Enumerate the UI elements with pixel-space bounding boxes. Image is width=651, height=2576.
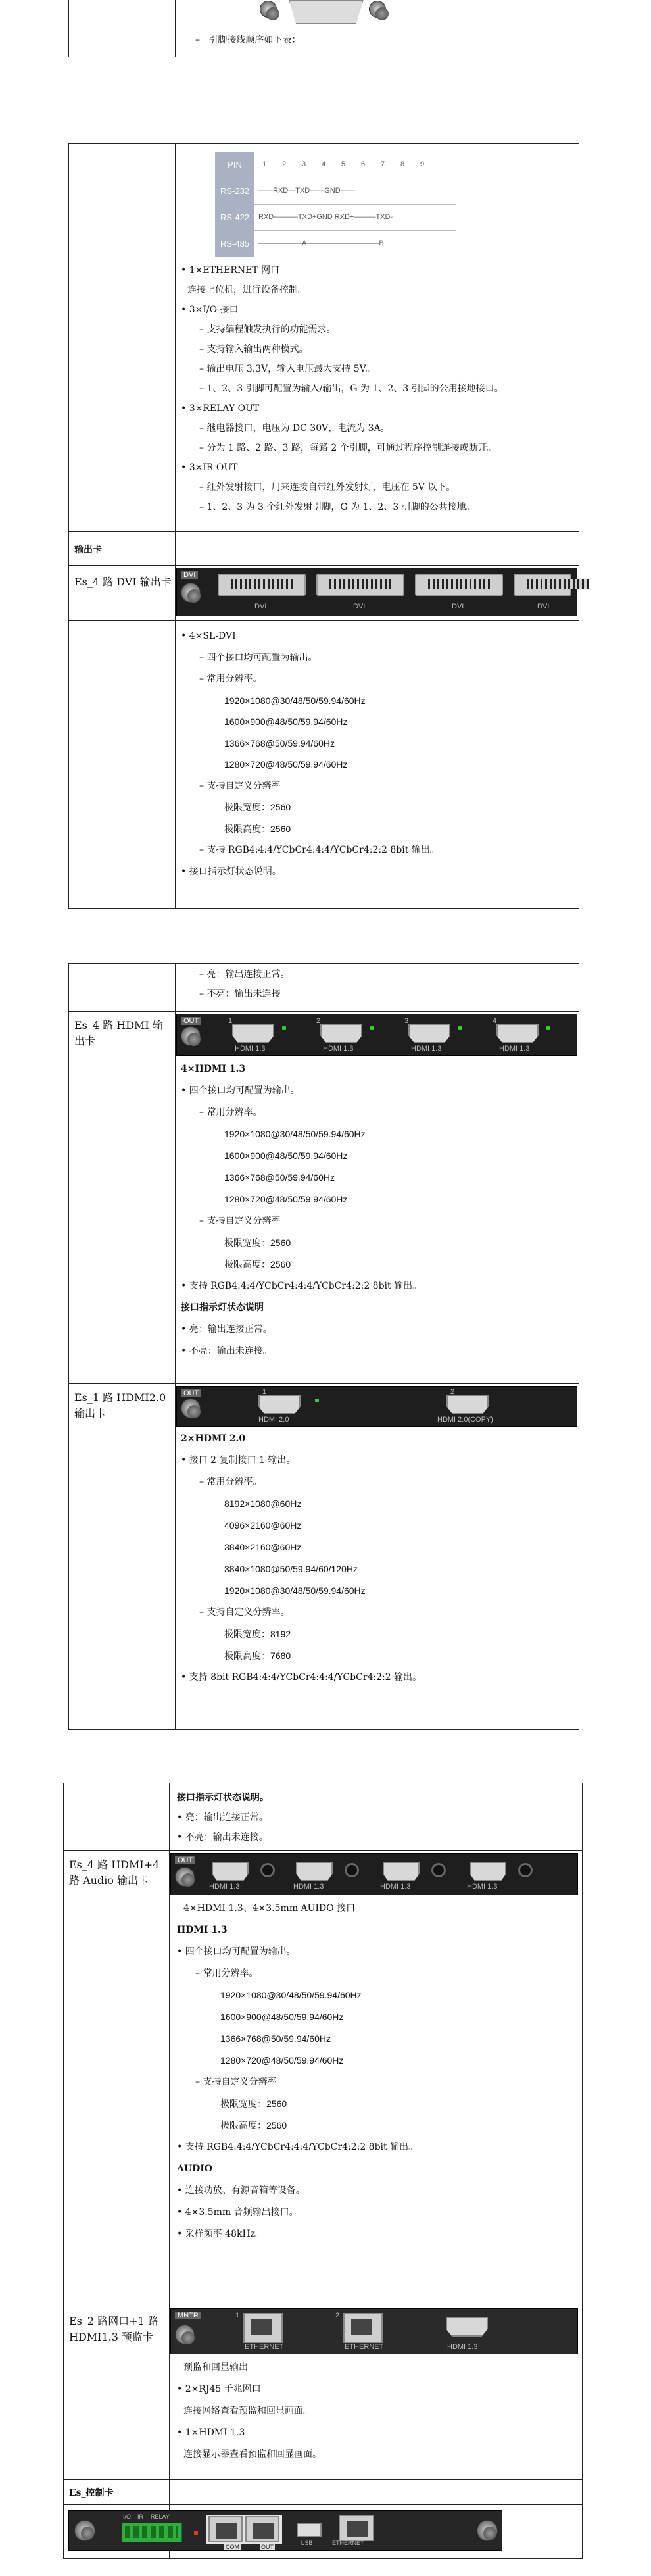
list-item: 1920×1080@30/48/50/59.94/60Hz — [224, 1585, 366, 1596]
table-section-3 — [68, 963, 579, 1730]
status-led — [370, 1026, 374, 1030]
audio-jack — [431, 1863, 446, 1877]
list-item: 4×HDMI 1.3 — [181, 1064, 246, 1074]
audio-jack — [260, 1863, 275, 1877]
list-item: 1600×900@48/50/59.94/60Hz — [224, 1151, 348, 1161]
list-item: 预监和回显输出 — [183, 2362, 248, 2373]
dvi-port — [514, 574, 571, 596]
list-item: – 常用分辨率。 — [199, 1107, 262, 1118]
hdmi-port — [296, 1862, 333, 1881]
list-item: – 输出电压 3.3V，输入电压最大支持 5V。 — [199, 364, 375, 374]
hdmi-port — [320, 1024, 362, 1043]
dvi-port — [415, 574, 503, 596]
list-item: – 支持 RGB4:4:4/YCbCr4:4:4/YCbCr4:2:2 8bit 输出。 — [199, 845, 439, 855]
list-item: – 四个接口均可配置为输出。 — [199, 652, 318, 663]
db9-connector-image — [289, 0, 364, 24]
list-item: • 1×HDMI 1.3 — [177, 2427, 245, 2438]
control-card-panel: I/O IR RELAY COM OUT USB ETHERNET — [68, 2510, 502, 2551]
list-item: • 接口指示灯状态说明。 — [181, 866, 281, 877]
list-item: • 采样频率 48kHz。 — [177, 2229, 265, 2239]
list-item: 1280×720@48/50/59.94/60Hz — [224, 759, 348, 770]
list-item: – 支持自定义分辨率。 — [199, 1607, 290, 1618]
list-item: • 4×3.5mm 音频输出接口。 — [177, 2207, 299, 2217]
list-item: 8192×1080@60Hz — [224, 1499, 302, 1509]
list-item: – 常用分辨率。 — [199, 1477, 262, 1487]
list-item: • 支持 8bit RGB4:4:4/YCbCr4:4:4/YCbCr4:2:2 输出。 — [181, 1672, 422, 1683]
screw-icon — [260, 1, 277, 18]
list-item: – 不亮：输出未连接。 — [199, 989, 290, 999]
list-item: • 1×ETHERNET 网口 — [181, 265, 280, 276]
list-item: 1920×1080@30/48/50/59.94/60Hz — [224, 1129, 366, 1139]
list-item: 3840×1080@50/59.94/60/120Hz — [224, 1564, 358, 1574]
list-item: – 红外发射接口，用来连接自带红外发射灯，电压在 5V 以下。 — [199, 482, 456, 493]
card-name: Es_2 路网口+1 路 HDMI1.3 预监卡 — [69, 2315, 158, 2343]
status-led — [458, 1026, 462, 1030]
com-out-block — [206, 2515, 282, 2544]
list-item: • 连接功放、有源音箱等设备。 — [177, 2185, 305, 2196]
list-item: • 3×IR OUT — [181, 462, 238, 473]
rj45-port — [208, 2516, 243, 2542]
list-item: – 1、2、3 为 3 个红外发射引脚，G 为 1、2、3 引脚的公共接地。 — [199, 502, 475, 512]
section-header: Es_控制卡 — [69, 2488, 114, 2498]
list-item: – 1、2、3 引脚可配置为输入/输出，G 为 1、2、3 引脚的公用接地接口。 — [199, 384, 504, 394]
list-item: • 2×RJ45 千兆网口 — [177, 2384, 261, 2394]
list-item: – 常用分辨率。 — [199, 674, 262, 684]
list-item: – 引脚接线顺序如下表： — [195, 35, 301, 45]
list-item: 极限高度：7680 — [224, 1650, 291, 1661]
list-item: 1920×1080@30/48/50/59.94/60Hz — [220, 1990, 362, 2000]
section-header: 输出卡 — [74, 545, 102, 555]
hdmi-port — [232, 1024, 274, 1043]
list-item: – 分为 1 路、2 路、3 路，每路 2 个引脚，可通过程序控制连接或断开。 — [199, 443, 496, 453]
card-name: Es_4 路 HDMI+4 路 Audio 输出卡 — [69, 1858, 160, 1887]
screw-icon — [175, 1867, 195, 1887]
list-item: – 继电器接口，电压为 DC 30V，电流为 3A。 — [199, 423, 390, 433]
pin-table-image: PIN RS-232 RS-422 RS-485 1 2 3 4 5 6 7 8 9 ——RXD—TXD——GND—— RXD-———TXD+GND RXD+———TXD- ——————A——————————B — [215, 152, 456, 257]
status-led — [282, 1026, 286, 1030]
hdmi2-card-panel: OUT 1 2 HDMI 2.0 HDMI 2.0(COPY) — [176, 1386, 577, 1427]
status-led — [315, 1399, 319, 1402]
list-item: • 四个接口均可配置为输出。 — [177, 1946, 296, 1957]
hdmi-port — [212, 1862, 249, 1881]
list-item: 极限宽度：8192 — [224, 1629, 291, 1639]
list-item: 1600×900@48/50/59.94/60Hz — [224, 716, 348, 727]
list-item: 极限宽度：2560 — [220, 2098, 287, 2109]
list-item: 1920×1080@30/48/50/59.94/60Hz — [224, 695, 366, 706]
list-item: • 3×RELAY OUT — [181, 403, 260, 414]
screw-icon — [477, 2520, 498, 2541]
screw-icon — [175, 2325, 195, 2344]
list-item: 连接上位机，进行设备控制。 — [187, 285, 307, 295]
usb-port — [297, 2523, 322, 2537]
list-item: 4×HDMI 1.3、4×3.5mm AUIDO 接口 — [183, 1903, 356, 1914]
hdmi-port — [496, 1024, 539, 1043]
screw-icon — [369, 1, 386, 18]
list-item: 接口指示灯状态说明。 — [177, 1793, 269, 1803]
hdmi-port — [383, 1862, 420, 1881]
rj45-port — [343, 2313, 383, 2343]
card-name: Es_4 路 DVI 输出卡 — [74, 576, 172, 588]
list-item: • 亮：输出连接正常。 — [181, 1324, 272, 1335]
list-item: 极限宽度：2560 — [224, 1237, 291, 1248]
list-item: • 支持 RGB4:4:4/YCbCr4:4:4/YCbCr4:2:2 8bit 输出。 — [177, 2142, 418, 2152]
card-name: Es_1 路 HDMI2.0 输出卡 — [74, 1391, 166, 1420]
list-item: HDMI 1.3 — [177, 1925, 228, 1935]
card-name: Es_4 路 HDMI 输出卡 — [74, 1019, 163, 1047]
screw-icon — [74, 2520, 95, 2541]
audio-jack — [518, 1863, 533, 1877]
status-led — [546, 1026, 550, 1030]
list-item: – 亮：输出连接正常。 — [199, 969, 290, 979]
list-item: 1280×720@48/50/59.94/60Hz — [224, 1194, 348, 1204]
rj45-port — [245, 2516, 279, 2542]
list-item: 接口指示灯状态说明 — [181, 1302, 264, 1313]
table-section-1 — [68, 0, 579, 57]
list-item: – 常用分辨率。 — [195, 1968, 258, 1979]
screw-icon — [181, 1026, 201, 1046]
list-item: – 支持自定义分辨率。 — [199, 780, 290, 791]
list-item: • 4×SL-DVI — [181, 631, 236, 641]
list-item: • 四个接口均可配置为输出。 — [181, 1085, 300, 1096]
list-item: – 支持自定义分辨率。 — [195, 2077, 286, 2087]
list-item: 1366×768@50/59.94/60Hz — [224, 1172, 335, 1183]
list-item: • 3×I/O 接口 — [181, 305, 239, 315]
hdmi-port — [470, 1862, 506, 1881]
terminal-block — [122, 2523, 182, 2542]
list-item: AUDIO — [177, 2164, 212, 2174]
list-item: – 支持输入输出两种模式。 — [199, 344, 308, 355]
list-item: • 不亮：输出未连接。 — [181, 1346, 272, 1356]
list-item: 极限高度：2560 — [224, 1259, 291, 1270]
list-item: 1600×900@48/50/59.94/60Hz — [220, 2012, 344, 2022]
list-item: 3840×2160@60Hz — [224, 1542, 302, 1552]
screw-icon — [181, 1399, 201, 1418]
list-item: 极限宽度：2560 — [224, 802, 291, 812]
list-item: – 支持编程触发执行的功能需求。 — [199, 324, 336, 335]
dvi-port — [316, 574, 404, 596]
rj45-port — [339, 2515, 374, 2541]
hdmi-port — [446, 1395, 489, 1414]
screw-icon — [181, 583, 201, 603]
list-item: • 接口 2 复制接口 1 输出。 — [181, 1455, 296, 1466]
list-item: 极限高度：2560 — [220, 2120, 287, 2131]
table-section-2 — [68, 143, 579, 909]
list-item: 1280×720@48/50/59.94/60Hz — [220, 2055, 344, 2066]
hdmi-port — [408, 1024, 450, 1043]
list-item: 2×HDMI 2.0 — [181, 1433, 246, 1444]
list-item: 1366×768@50/59.94/60Hz — [224, 737, 335, 749]
list-item: 连接显示器查看预监和回显画面。 — [183, 2449, 322, 2460]
hdmi4-card-panel: OUT 1 2 3 4 HDMI 1.3 HDMI 1.3 HDMI 1.3 HDMI 1.3 — [176, 1014, 577, 1056]
hdmi-port — [446, 2317, 488, 2337]
dvi-card-panel: DVI DVI DVI DVI DVI — [176, 568, 577, 616]
hdmi-port — [258, 1395, 301, 1414]
list-item: • 支持 RGB4:4:4/YCbCr4:4:4/YCbCr4:2:2 8bit 输出。 — [181, 1281, 422, 1291]
list-item: • 亮：输出连接正常。 — [177, 1812, 268, 1823]
list-item: • 不亮：输出未连接。 — [177, 1832, 268, 1843]
dvi-port — [218, 574, 306, 596]
status-led — [194, 2531, 198, 2535]
audio-jack — [345, 1863, 359, 1877]
list-item: – 支持自定义分辨率。 — [199, 1216, 290, 1226]
list-item: 极限高度：2560 — [224, 823, 291, 834]
monitor-card-panel: MNTR 1 2 ETHERNET ETHERNET HDMI 1.3 — [170, 2308, 578, 2354]
audio-card-panel: OUT HDMI 1.3 HDMI 1.3 HDMI 1.3 HDMI 1.3 — [170, 1853, 578, 1895]
rj45-port — [243, 2313, 283, 2343]
list-item: 1366×768@50/59.94/60Hz — [220, 2033, 331, 2044]
list-item: 4096×2160@60Hz — [224, 1520, 302, 1531]
table-section-4 — [63, 1783, 583, 2559]
list-item: 连接网络查看预监和回显画面。 — [183, 2406, 312, 2416]
